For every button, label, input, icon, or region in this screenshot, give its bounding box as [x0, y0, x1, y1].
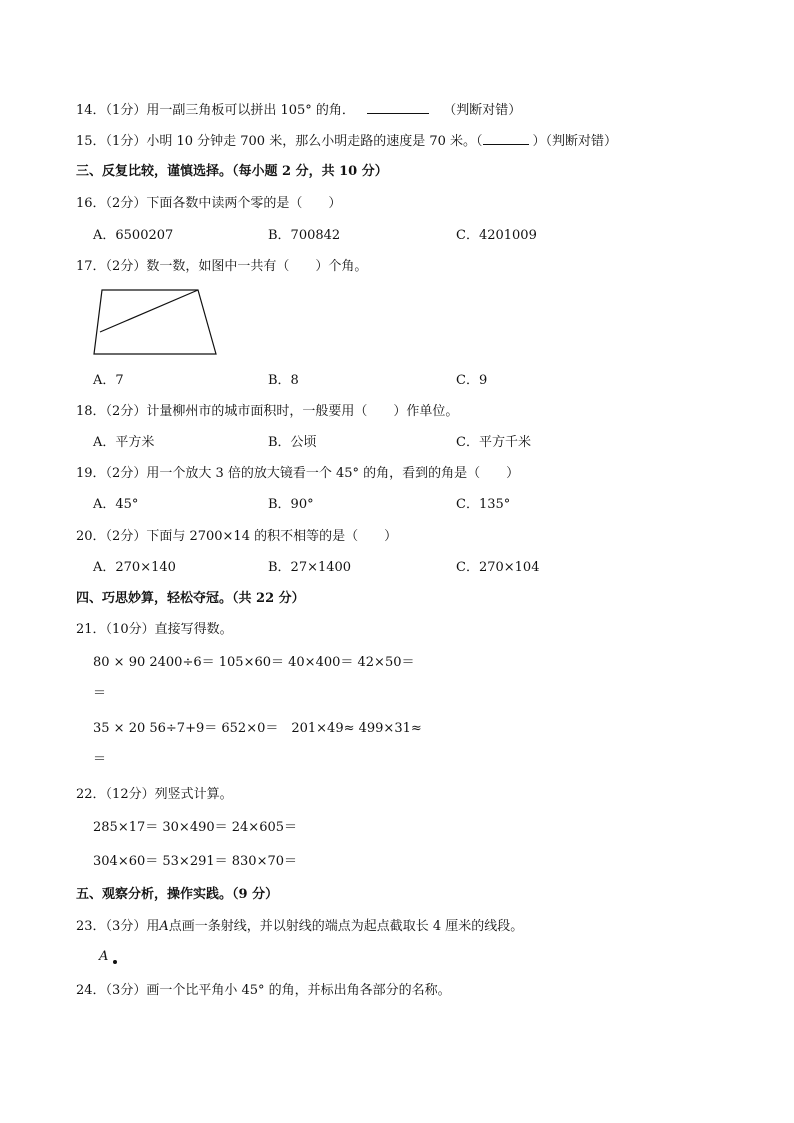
option-b[interactable]: B．8: [268, 373, 299, 388]
question-19: [76, 465, 519, 483]
question-number: 16．: [76, 196, 106, 211]
question-number: 15．: [76, 134, 106, 149]
option-c[interactable]: C．135°: [456, 497, 511, 512]
question-text: 小明 10 分钟走 700 米，那么小明走路的速度是 70 米。（: [146, 134, 483, 149]
question-text: 点画一条射线，并以射线的端点为起点截取长 4 厘米的线段。: [168, 919, 524, 934]
question-instruction: ）（判断对错）: [532, 134, 618, 149]
option-c[interactable]: C．平方千米: [456, 435, 531, 450]
answer-blank[interactable]: [367, 101, 429, 114]
calc-row-2-continued: ＝: [93, 752, 107, 767]
section-heading-3: 三、反复比较，谨慎选择。（每小题 2 分，共 10 分）: [76, 164, 388, 179]
point-name: A: [159, 919, 169, 934]
section-heading-5: 五、观察分析，操作实践。（9 分）: [76, 887, 279, 902]
question-text: 数一数，如图中一共有（ ）个角。: [146, 259, 368, 274]
question-text: 用: [146, 919, 160, 934]
calc-row-1: 80 × 90 2400÷6＝ 105×60＝ 40×400＝ 42×50＝: [93, 655, 415, 670]
point-a-dot[interactable]: [113, 960, 117, 964]
question-text: 用一副三角板可以拼出 105° 的角．: [146, 103, 355, 118]
question-text: 用一个放大 3 倍的放大镜看一个 45° 的角，看到的角是（ ）: [146, 466, 520, 481]
question-score: （2分）: [105, 466, 147, 481]
calc-row-1-continued: ＝: [93, 686, 107, 701]
question-22: [76, 786, 233, 804]
vertical-calc-row-2: 304×60＝ 53×291＝ 830×70＝: [93, 854, 298, 869]
option-b[interactable]: B．公顷: [268, 435, 317, 450]
option-a[interactable]: A．平方米: [93, 435, 155, 450]
question-text: 下面与 2700×14 的积不相等的是（ ）: [146, 529, 398, 544]
question-score: （12分）: [105, 787, 155, 802]
question-text: 直接写得数。: [154, 622, 233, 637]
diagonal-line: [100, 290, 198, 332]
question-18: [76, 403, 458, 421]
question-number: 14．: [76, 103, 106, 118]
question-21: [76, 621, 233, 639]
question-score: （10分）: [105, 622, 155, 637]
question-text: 下面各数中读两个零的是（ ）: [146, 196, 342, 211]
question-number: 24．: [76, 983, 106, 998]
question-15: [76, 132, 617, 151]
question-number: 18．: [76, 404, 106, 419]
option-c[interactable]: C．270×104: [456, 560, 540, 575]
question-text: 画一个比平角小 45° 的角，并标出角各部分的名称。: [146, 983, 451, 998]
question-number: 19．: [76, 466, 106, 481]
question-score: （2分）: [105, 259, 147, 274]
option-a[interactable]: A．45°: [93, 497, 139, 512]
question-score: （2分）: [105, 529, 147, 544]
question-23: [76, 918, 523, 936]
option-c[interactable]: C．9: [456, 373, 488, 388]
question-16: [76, 195, 341, 213]
option-a[interactable]: A．270×140: [93, 560, 176, 575]
question-instruction: （判断对错）: [443, 103, 522, 118]
question-number: 17．: [76, 259, 106, 274]
section-heading-4: 四、巧思妙算，轻松夺冠。（共 22 分）: [76, 591, 305, 606]
trapezoid-outline: [94, 290, 216, 354]
question-text: 列竖式计算。: [154, 787, 233, 802]
option-b[interactable]: B．90°: [268, 497, 314, 512]
question-17: [76, 258, 367, 276]
option-b[interactable]: B．27×1400: [268, 560, 352, 575]
vertical-calc-row-1: 285×17＝ 30×490＝ 24×605＝: [93, 820, 298, 835]
question-14: [76, 101, 521, 120]
point-a-label: A: [99, 949, 109, 964]
option-a[interactable]: A．6500207: [93, 228, 174, 243]
question-number: 23．: [76, 919, 106, 934]
question-number: 21．: [76, 622, 106, 637]
question-score: （1分）: [105, 134, 147, 149]
question-score: （2分）: [105, 404, 147, 419]
option-b[interactable]: B．700842: [268, 228, 341, 243]
option-a[interactable]: A．7: [93, 373, 124, 388]
answer-blank[interactable]: [483, 132, 529, 145]
question-number: 22．: [76, 787, 106, 802]
question-score: （3分）: [105, 983, 147, 998]
question-score: （2分）: [105, 196, 147, 211]
calc-row-2: 35 × 20 56÷7+9＝ 652×0＝ 201×49≈ 499×31≈: [93, 721, 422, 736]
question-20: [76, 528, 397, 546]
question-24: [76, 982, 451, 1000]
question-text: 计量柳州市的城市面积时，一般要用（ ）作单位。: [146, 404, 459, 419]
trapezoid-figure: [90, 286, 222, 358]
option-c[interactable]: C．4201009: [456, 228, 537, 243]
question-score: （3分）: [105, 919, 147, 934]
question-score: （1分）: [105, 103, 147, 118]
question-number: 20．: [76, 529, 106, 544]
